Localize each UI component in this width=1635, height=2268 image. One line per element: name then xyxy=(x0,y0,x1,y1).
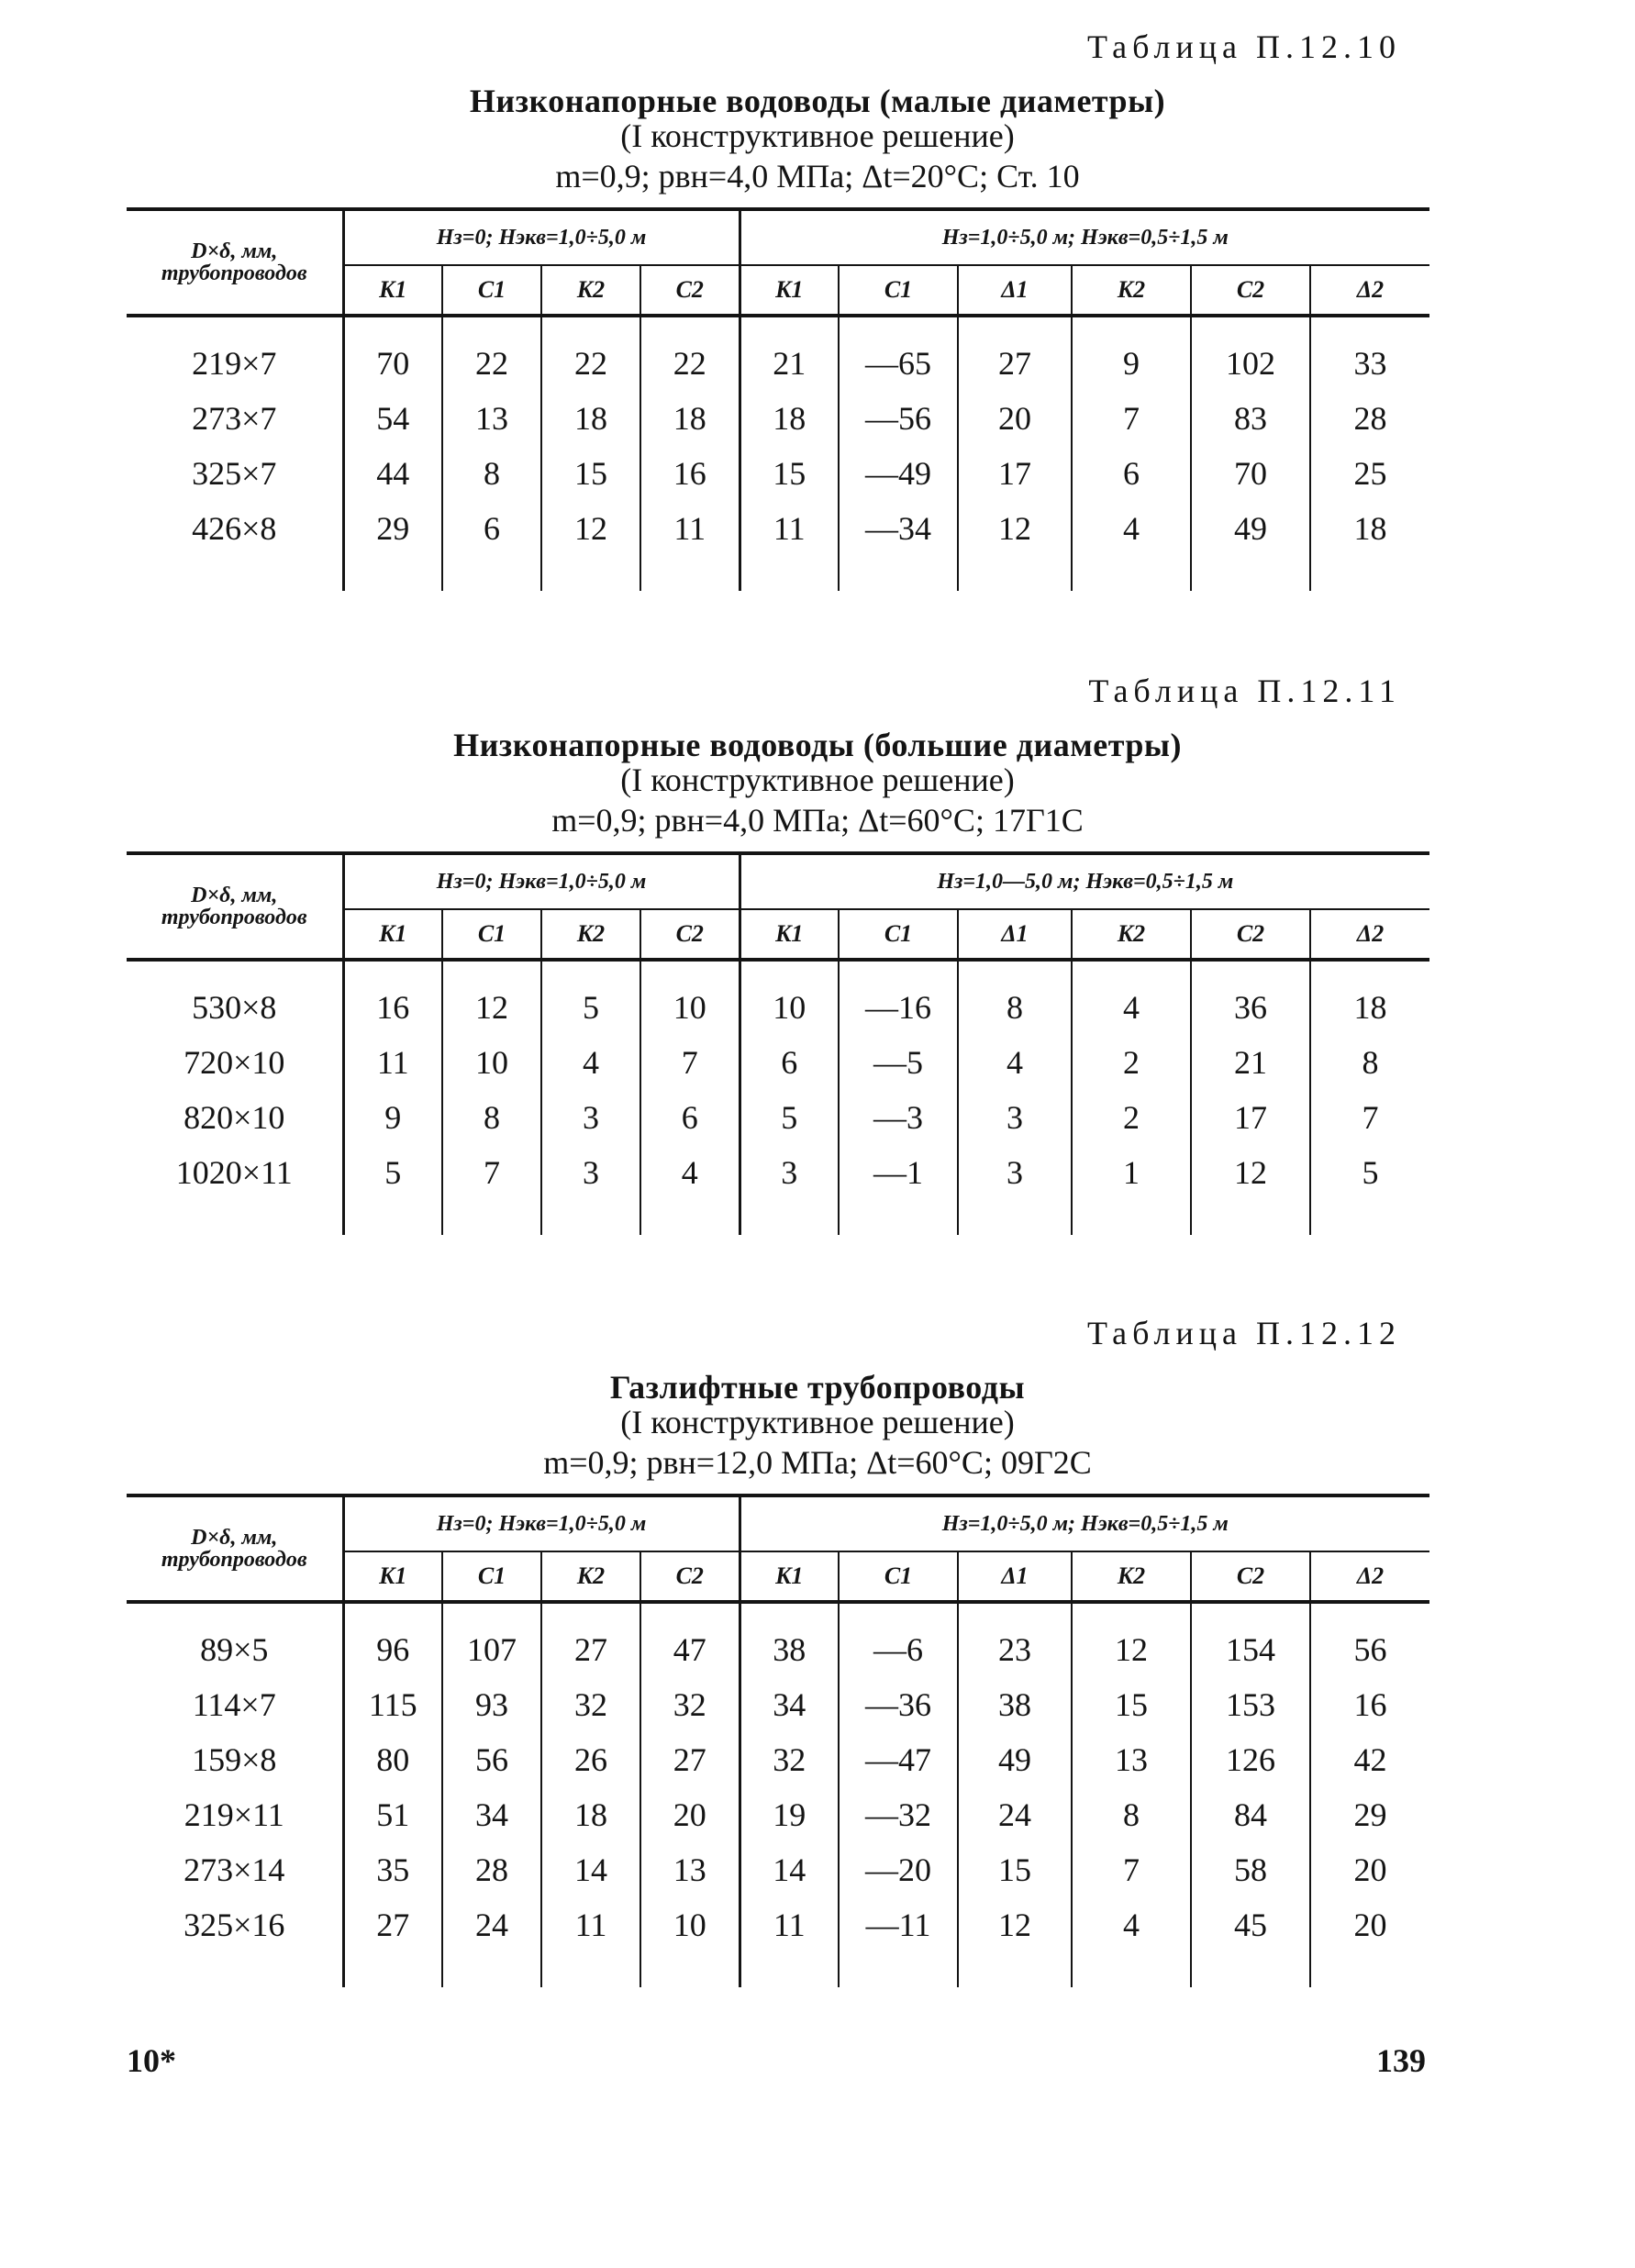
value-cell: 7 xyxy=(442,1145,541,1200)
value-cell: 154 xyxy=(1191,1622,1310,1677)
table-bottom-spacer xyxy=(127,1952,1429,1987)
pipe-size-cell: 114×7 xyxy=(192,1686,276,1723)
value-cell: 8 xyxy=(442,1090,541,1145)
value-cell: 33 xyxy=(1310,336,1429,391)
value-cell: 6 xyxy=(442,501,541,556)
group-header-1: Hз=0; Hэкв=1,0÷5,0 м xyxy=(343,209,740,265)
table-row xyxy=(127,1145,1429,1200)
value-cell: 6 xyxy=(1072,446,1191,501)
value-cell: 4 xyxy=(1072,501,1191,556)
value-cell: 115 xyxy=(343,1677,442,1732)
pipe-size-cell: 720×10 xyxy=(184,1044,285,1081)
table-number: Таблица П.12.11 xyxy=(1088,673,1401,709)
value-cell: 32 xyxy=(740,1732,839,1787)
value-cell: —32 xyxy=(839,1787,958,1842)
col-header: C2 xyxy=(640,1551,740,1602)
header-rule xyxy=(127,1602,1429,1622)
value-cell: 12 xyxy=(442,980,541,1035)
data-table xyxy=(127,1494,1429,1987)
value-cell: 15 xyxy=(958,1842,1072,1897)
value-cell: 18 xyxy=(740,391,839,446)
value-cell: 7 xyxy=(1072,1842,1191,1897)
value-cell: 80 xyxy=(343,1732,442,1787)
value-cell: 32 xyxy=(640,1677,740,1732)
value-cell: 49 xyxy=(1191,501,1310,556)
value-cell: 11 xyxy=(740,1897,839,1952)
value-cell: 83 xyxy=(1191,391,1310,446)
pipe-size-cell: 219×7 xyxy=(192,345,277,382)
pipe-size-cell: 325×16 xyxy=(184,1907,285,1943)
value-cell: —34 xyxy=(839,501,958,556)
col-header: K1 xyxy=(740,909,839,960)
value-cell: —65 xyxy=(839,336,958,391)
value-cell: 34 xyxy=(740,1677,839,1732)
value-cell: 11 xyxy=(541,1897,640,1952)
col-header: Δ1 xyxy=(958,1551,1072,1602)
value-cell: 19 xyxy=(740,1787,839,1842)
value-cell: 20 xyxy=(958,391,1072,446)
value-cell: 11 xyxy=(640,501,740,556)
value-cell: 3 xyxy=(541,1145,640,1200)
value-cell: 11 xyxy=(740,501,839,556)
value-cell: 42 xyxy=(1310,1732,1429,1787)
table-row xyxy=(127,336,1429,391)
value-cell: 17 xyxy=(958,446,1072,501)
value-cell: 56 xyxy=(442,1732,541,1787)
value-cell: 12 xyxy=(1191,1145,1310,1200)
pipe-size-cell: 1020×11 xyxy=(175,1154,293,1191)
value-cell: 84 xyxy=(1191,1787,1310,1842)
pipe-size-cell: 219×11 xyxy=(184,1796,284,1833)
value-cell: 24 xyxy=(958,1787,1072,1842)
value-cell: 4 xyxy=(1072,980,1191,1035)
col-header: Δ2 xyxy=(1310,1551,1429,1602)
value-cell: 9 xyxy=(1072,336,1191,391)
value-cell: 18 xyxy=(541,1787,640,1842)
value-cell: 9 xyxy=(343,1090,442,1145)
col-header: Δ2 xyxy=(1310,265,1429,316)
table-row xyxy=(127,1622,1429,1677)
value-cell: 27 xyxy=(958,336,1072,391)
value-cell: 22 xyxy=(442,336,541,391)
col-header: C2 xyxy=(1191,1551,1310,1602)
value-cell: 10 xyxy=(640,980,740,1035)
row-header: D×δ, мм, трубопроводов xyxy=(127,209,343,316)
value-cell: 8 xyxy=(958,980,1072,1035)
value-cell: 18 xyxy=(640,391,740,446)
value-cell: 12 xyxy=(541,501,640,556)
value-cell: 17 xyxy=(1191,1090,1310,1145)
col-header: C1 xyxy=(442,265,541,316)
value-cell: 7 xyxy=(640,1035,740,1090)
value-cell: 126 xyxy=(1191,1732,1310,1787)
footer-signature-mark: 10* xyxy=(127,2042,176,2079)
value-cell: —56 xyxy=(839,391,958,446)
value-cell: —47 xyxy=(839,1732,958,1787)
row-header: D×δ, мм, трубопроводов xyxy=(127,1495,343,1602)
table-row xyxy=(127,1035,1429,1090)
value-cell: 44 xyxy=(343,446,442,501)
col-header: C2 xyxy=(640,265,740,316)
value-cell: 4 xyxy=(1072,1897,1191,1952)
value-cell: 20 xyxy=(1310,1897,1429,1952)
value-cell: 20 xyxy=(640,1787,740,1842)
pipe-size-cell: 426×8 xyxy=(192,510,277,547)
table-row xyxy=(127,1090,1429,1145)
value-cell: 12 xyxy=(1072,1622,1191,1677)
value-cell: 22 xyxy=(541,336,640,391)
value-cell: —1 xyxy=(839,1145,958,1200)
header-rule xyxy=(127,316,1429,336)
value-cell: 23 xyxy=(958,1622,1072,1677)
value-cell: 27 xyxy=(640,1732,740,1787)
table-title: Низконапорные водоводы (малые диаметры) xyxy=(469,83,1166,119)
value-cell: 70 xyxy=(343,336,442,391)
value-cell: 8 xyxy=(442,446,541,501)
value-cell: —36 xyxy=(839,1677,958,1732)
value-cell: 34 xyxy=(442,1787,541,1842)
value-cell: 3 xyxy=(958,1145,1072,1200)
group-header-1: Hз=0; Hэкв=1,0÷5,0 м xyxy=(343,1495,740,1551)
value-cell: 10 xyxy=(640,1897,740,1952)
value-cell: 6 xyxy=(740,1035,839,1090)
value-cell: 36 xyxy=(1191,980,1310,1035)
pipe-size-cell: 530×8 xyxy=(192,989,277,1026)
table-number: Таблица П.12.10 xyxy=(1087,28,1401,65)
value-cell: 27 xyxy=(541,1622,640,1677)
value-cell: 20 xyxy=(1310,1842,1429,1897)
value-cell: —5 xyxy=(839,1035,958,1090)
col-header: C1 xyxy=(839,1551,958,1602)
table-bottom-spacer xyxy=(127,1200,1429,1235)
value-cell: 28 xyxy=(1310,391,1429,446)
value-cell: 13 xyxy=(640,1842,740,1897)
value-cell: 5 xyxy=(343,1145,442,1200)
value-cell: 28 xyxy=(442,1842,541,1897)
value-cell: —3 xyxy=(839,1090,958,1145)
value-cell: 49 xyxy=(958,1732,1072,1787)
value-cell: 4 xyxy=(640,1145,740,1200)
table-title: Низконапорные водоводы (большие диаметры) xyxy=(453,727,1182,763)
table-bottom-spacer xyxy=(127,556,1429,591)
table-params: m=0,9; pвн=4,0 МПа; Δt=20°С; Ст. 10 xyxy=(555,158,1080,195)
col-header: K2 xyxy=(541,1551,640,1602)
pipe-size-cell: 273×14 xyxy=(184,1851,285,1888)
value-cell: 21 xyxy=(740,336,839,391)
group-header-2: Hз=1,0÷5,0 м; Hэкв=0,5÷1,5 м xyxy=(740,1495,1429,1551)
value-cell: 38 xyxy=(958,1677,1072,1732)
value-cell: 18 xyxy=(541,391,640,446)
value-cell: 2 xyxy=(1072,1035,1191,1090)
value-cell: 21 xyxy=(1191,1035,1310,1090)
table-params: m=0,9; pвн=4,0 МПа; Δt=60°С; 17Г1С xyxy=(551,802,1084,839)
value-cell: 93 xyxy=(442,1677,541,1732)
value-cell: 45 xyxy=(1191,1897,1310,1952)
col-header: C1 xyxy=(839,909,958,960)
table-row xyxy=(127,1677,1429,1732)
col-header: K1 xyxy=(740,1551,839,1602)
value-cell: 29 xyxy=(343,501,442,556)
value-cell: 8 xyxy=(1072,1787,1191,1842)
col-header: K2 xyxy=(541,909,640,960)
data-table xyxy=(127,207,1429,591)
group-header-2: Hз=1,0÷5,0 м; Hэкв=0,5÷1,5 м xyxy=(740,209,1429,265)
value-cell: 7 xyxy=(1072,391,1191,446)
value-cell: 13 xyxy=(442,391,541,446)
col-header: C2 xyxy=(1191,909,1310,960)
value-cell: 25 xyxy=(1310,446,1429,501)
col-header: K2 xyxy=(1072,1551,1191,1602)
value-cell: 14 xyxy=(541,1842,640,1897)
value-cell: 5 xyxy=(541,980,640,1035)
value-cell: 102 xyxy=(1191,336,1310,391)
table-row xyxy=(127,980,1429,1035)
page-number: 139 xyxy=(1376,2042,1426,2079)
col-header: K1 xyxy=(740,265,839,316)
table-row xyxy=(127,1842,1429,1897)
value-cell: 96 xyxy=(343,1622,442,1677)
value-cell: —16 xyxy=(839,980,958,1035)
value-cell: 10 xyxy=(442,1035,541,1090)
value-cell: 12 xyxy=(958,1897,1072,1952)
value-cell: 16 xyxy=(343,980,442,1035)
table-row xyxy=(127,391,1429,446)
value-cell: 12 xyxy=(958,501,1072,556)
value-cell: 27 xyxy=(343,1897,442,1952)
row-header: D×δ, мм, трубопроводов xyxy=(127,853,343,960)
col-header: C2 xyxy=(640,909,740,960)
value-cell: 18 xyxy=(1310,980,1429,1035)
table-row xyxy=(127,446,1429,501)
pipe-size-cell: 325×7 xyxy=(192,455,277,492)
col-header: C1 xyxy=(442,909,541,960)
value-cell: 5 xyxy=(740,1090,839,1145)
group-header-1: Hз=0; Hэкв=1,0÷5,0 м xyxy=(343,853,740,909)
value-cell: 15 xyxy=(1072,1677,1191,1732)
col-header: K1 xyxy=(343,265,442,316)
table-row xyxy=(127,1787,1429,1842)
col-header: K1 xyxy=(343,909,442,960)
value-cell: 3 xyxy=(958,1090,1072,1145)
value-cell: —11 xyxy=(839,1897,958,1952)
table-row xyxy=(127,1732,1429,1787)
table-params: m=0,9; pвн=12,0 МПа; Δt=60°С; 09Г2С xyxy=(543,1444,1092,1481)
value-cell: 4 xyxy=(541,1035,640,1090)
value-cell: 18 xyxy=(1310,501,1429,556)
group-header-2: Hз=1,0—5,0 м; Hэкв=0,5÷1,5 м xyxy=(740,853,1429,909)
value-cell: 8 xyxy=(1310,1035,1429,1090)
value-cell: 47 xyxy=(640,1622,740,1677)
value-cell: 56 xyxy=(1310,1622,1429,1677)
pipe-size-cell: 89×5 xyxy=(200,1631,269,1668)
value-cell: 24 xyxy=(442,1897,541,1952)
value-cell: 29 xyxy=(1310,1787,1429,1842)
col-header: C1 xyxy=(839,265,958,316)
value-cell: 107 xyxy=(442,1622,541,1677)
table-row xyxy=(127,501,1429,556)
value-cell: 15 xyxy=(740,446,839,501)
col-header: K2 xyxy=(1072,909,1191,960)
col-header: C2 xyxy=(1191,265,1310,316)
value-cell: 13 xyxy=(1072,1732,1191,1787)
table-subtitle: (I конструктивное решение) xyxy=(620,117,1015,154)
col-header: K1 xyxy=(343,1551,442,1602)
value-cell: 3 xyxy=(541,1090,640,1145)
value-cell: 6 xyxy=(640,1090,740,1145)
value-cell: 14 xyxy=(740,1842,839,1897)
value-cell: —49 xyxy=(839,446,958,501)
value-cell: 16 xyxy=(640,446,740,501)
value-cell: 32 xyxy=(541,1677,640,1732)
value-cell: 5 xyxy=(1310,1145,1429,1200)
value-cell: 70 xyxy=(1191,446,1310,501)
value-cell: 22 xyxy=(640,336,740,391)
pipe-size-cell: 159×8 xyxy=(192,1741,277,1778)
value-cell: 54 xyxy=(343,391,442,446)
value-cell: 51 xyxy=(343,1787,442,1842)
value-cell: 26 xyxy=(541,1732,640,1787)
header-rule xyxy=(127,960,1429,980)
value-cell: 58 xyxy=(1191,1842,1310,1897)
value-cell: 15 xyxy=(541,446,640,501)
value-cell: —6 xyxy=(839,1622,958,1677)
value-cell: 16 xyxy=(1310,1677,1429,1732)
value-cell: 38 xyxy=(740,1622,839,1677)
col-header: Δ1 xyxy=(958,265,1072,316)
value-cell: 7 xyxy=(1310,1090,1429,1145)
value-cell: 3 xyxy=(740,1145,839,1200)
data-table xyxy=(127,851,1429,1235)
value-cell: —20 xyxy=(839,1842,958,1897)
value-cell: 2 xyxy=(1072,1090,1191,1145)
pipe-size-cell: 820×10 xyxy=(184,1099,285,1136)
table-subtitle: (I конструктивное решение) xyxy=(620,762,1015,798)
col-header: K2 xyxy=(541,265,640,316)
col-header: K2 xyxy=(1072,265,1191,316)
value-cell: 4 xyxy=(958,1035,1072,1090)
value-cell: 11 xyxy=(343,1035,442,1090)
value-cell: 35 xyxy=(343,1842,442,1897)
table-subtitle: (I конструктивное решение) xyxy=(620,1404,1015,1440)
col-header: Δ2 xyxy=(1310,909,1429,960)
value-cell: 1 xyxy=(1072,1145,1191,1200)
table-number: Таблица П.12.12 xyxy=(1087,1315,1401,1351)
col-header: C1 xyxy=(442,1551,541,1602)
table-title: Газлифтные трубопроводы xyxy=(609,1369,1026,1406)
value-cell: 10 xyxy=(740,980,839,1035)
value-cell: 153 xyxy=(1191,1677,1310,1732)
pipe-size-cell: 273×7 xyxy=(192,400,277,437)
table-row xyxy=(127,1897,1429,1952)
col-header: Δ1 xyxy=(958,909,1072,960)
